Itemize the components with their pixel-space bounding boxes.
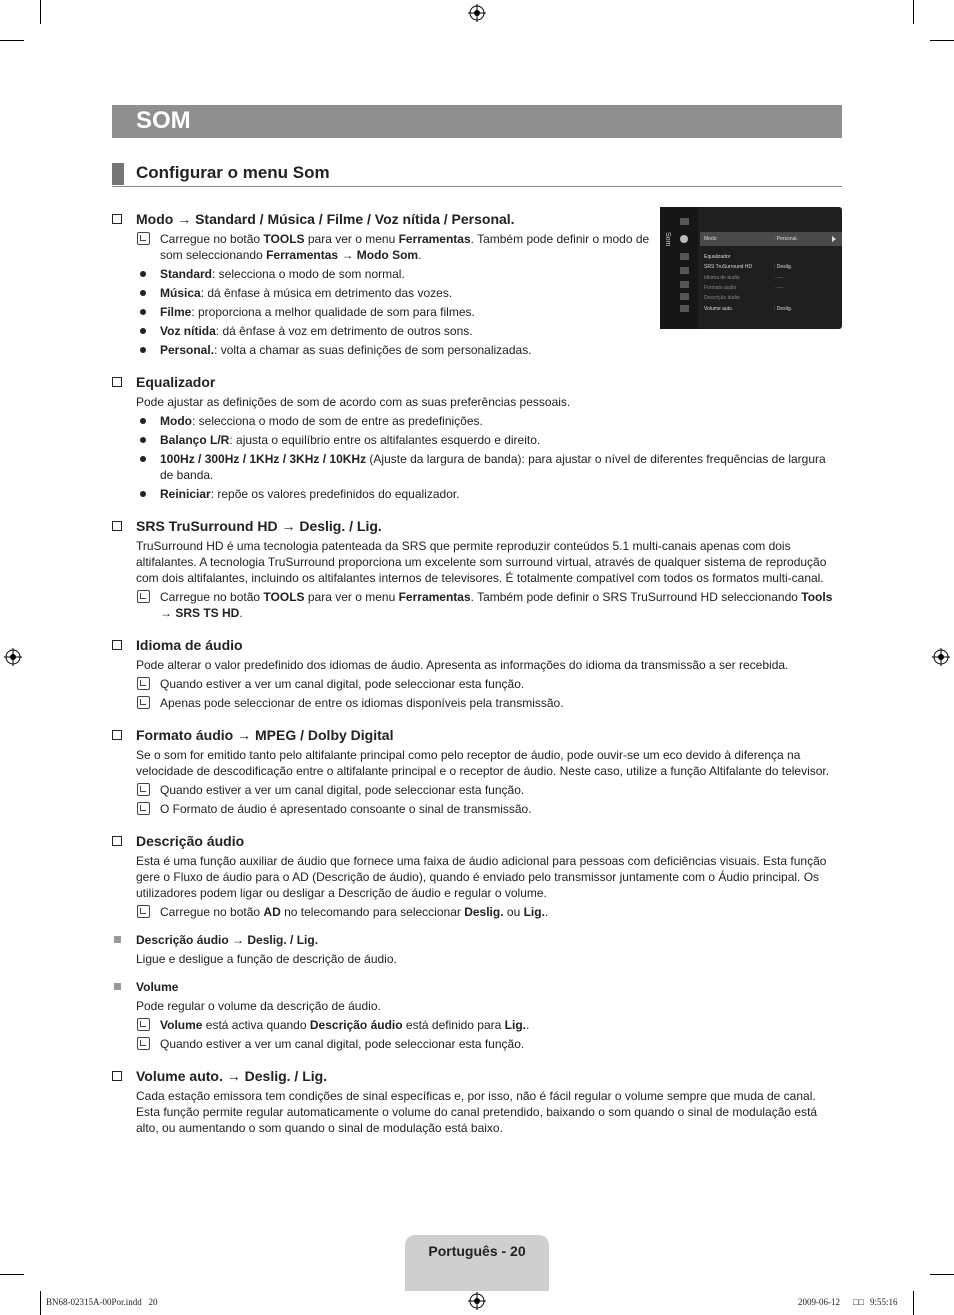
note-icon <box>137 802 150 815</box>
tools-icon <box>137 232 150 245</box>
heading-equalizador: Equalizador <box>112 374 842 390</box>
tv-menu-row-label: Equalizador <box>704 254 731 260</box>
checkbox-icon <box>112 377 122 387</box>
tv-menu-row-label: Modo <box>704 236 717 242</box>
registration-mark-icon <box>468 1292 486 1310</box>
tools-note: Carregue no botão TOOLS para ver o menu Ferramentas. Também pode definir o SRS TruSurround HD seleccionando Tools → SRS TS HD. <box>112 589 842 621</box>
crop-mark <box>930 40 954 41</box>
tv-menu-row-value: : Deslig. <box>774 306 793 312</box>
section-marker <box>112 163 124 185</box>
note: Volume está activa quando Descrição áudio está definido para Lig.. <box>112 1017 842 1033</box>
tv-menu-row-value: : Personal. <box>774 236 798 242</box>
paragraph: Cada estação emissora tem condições de sinal específicas e, por isso, não é fácil regular o volume sempre que muda de canal. Esta função permite regular automaticamente o volume do canal pretendido, baixando o som quando o sinal de modulação está alto, ou aumentando o som quando o sinal de modulação está baixo. <box>136 1089 818 1135</box>
checkbox-icon <box>112 730 122 740</box>
page-title: SOM <box>136 107 191 134</box>
square-bullet-icon <box>114 983 121 990</box>
paragraph: Esta é uma função auxiliar de áudio que fornece uma faixa de áudio adicional para pessoas com deficiências visuais. Esta função gere o Fluxo de áudio para o AD (Descrição de áudio), quando é enviado pelo transmissor juntamente com o Áudio principal. Os utilizadores podem ligar ou desligar a Descrição de áudio e regular o volume. <box>136 854 827 900</box>
list-item: Personal.: volta a chamar as suas definições de som personalizadas. <box>112 342 842 358</box>
list-item: Voz nítida: dá ênfase à voz em detrimento de outros sons. <box>112 323 842 339</box>
tv-menu-row-label: Volume auto. <box>704 306 734 312</box>
registration-mark-icon <box>932 648 950 666</box>
bullet-icon <box>140 491 146 497</box>
content <box>112 211 842 1139</box>
note-icon <box>137 1037 150 1050</box>
note: Quando estiver a ver um canal digital, pode seleccionar esta função. <box>112 676 842 692</box>
bullet-icon <box>140 347 146 353</box>
remote-note: Carregue no botão AD no telecomando para seleccionar Deslig. ou Lig.. <box>112 904 842 920</box>
tv-menu-row-label: Idioma de áudio <box>704 275 740 281</box>
bullet-icon <box>140 437 146 443</box>
page-title-bar <box>112 105 842 138</box>
crop-mark <box>40 0 41 24</box>
heading-modo: Modo → Standard / Música / Filme / Voz nítida / Personal. <box>112 211 842 227</box>
bullet-icon <box>140 418 146 424</box>
checkbox-icon <box>112 640 122 650</box>
bullet-icon <box>140 290 146 296</box>
registration-mark-icon <box>468 4 486 22</box>
crop-mark <box>930 1274 954 1275</box>
checkbox-icon <box>112 1071 122 1081</box>
bullet-icon <box>140 271 146 277</box>
heading-formato: Formato áudio → MPEG / Dolby Digital <box>112 727 842 743</box>
list-item: 100Hz / 300Hz / 1KHz / 3KHz / 10KHz (Ajuste da largura de banda): para ajustar o nível de diferentes frequências de largura de banda. <box>112 451 842 483</box>
subheading: Descrição áudio → Deslig. / Lig. <box>112 932 842 948</box>
crop-mark <box>0 40 24 41</box>
glyph-slug: □□ <box>853 1297 864 1307</box>
time-slug: 9:55:16 <box>870 1297 898 1307</box>
remote-icon <box>137 905 150 918</box>
heading-idioma: Idioma de áudio <box>112 637 842 653</box>
note-icon <box>137 783 150 796</box>
paragraph: Ligue e desligue a função de descrição de áudio. <box>136 952 397 966</box>
heading-volume-auto: Volume auto. → Deslig. / Lig. <box>112 1068 842 1084</box>
tv-menu-row-label: Formato áudio <box>704 285 737 291</box>
list-item: Standard: selecciona o modo de som normal. <box>112 266 842 282</box>
bullet-icon <box>140 328 146 334</box>
list-item: Balanço L/R: ajusta o equilíbrio entre os altifalantes esquerdo e direito. <box>112 432 842 448</box>
paragraph: Pode ajustar as definições de som de acordo com as suas preferências pessoais. <box>136 395 571 409</box>
section-divider <box>112 186 842 187</box>
paragraph: TruSurround HD é uma tecnologia patenteada da SRS que permite reproduzir conteúdos 5.1 multi-canais apenas com dois altifalantes. A tecnologia TruSurround proporciona um excelente som surround virtual, através de qualquer sistema de reprodução com dois altifalantes, incluindo os altifalantes internos de televisores. É totalmente compatível com todos os formatos multi-canal. <box>136 539 827 585</box>
page-number-tab <box>405 1235 549 1291</box>
list-item: Música: dá ênfase à música em detrimento das vozes. <box>112 285 842 301</box>
paragraph: Se o som for emitido tanto pelo altifalante principal como pelo receptor de áudio, pode ouvir-se um eco devido à diferença na velocidade de descodificação entre o altifalante principal e o receptor de áudio. Neste caso, utilize a função Altifalante do televisor. <box>136 748 830 778</box>
file-slug: BN68-02315A-00Por.indd 20 <box>46 1297 158 1307</box>
heading-descricao: Descrição áudio <box>112 833 842 849</box>
tv-menu-row-value: : ---- <box>774 275 784 281</box>
list-item: Reiniciar: repõe os valores predefinidos do equalizador. <box>112 486 842 502</box>
heading-srs: SRS TruSurround HD → Deslig. / Lig. <box>112 518 842 534</box>
paragraph: Pode regular o volume da descrição de áudio. <box>136 999 381 1013</box>
tv-menu-row-label: SRS TruSurround HD <box>704 264 753 270</box>
tv-menu-row-label: Descrição áudio <box>704 295 740 301</box>
registration-mark-icon <box>4 648 22 666</box>
date-slug: 2009-06-12 <box>798 1297 840 1307</box>
tv-menu-row-value: : Deslig. <box>774 264 793 270</box>
note-icon <box>137 1018 150 1031</box>
tv-menu-row-value: : ---- <box>774 285 784 291</box>
page-number: Português - 20 <box>428 1243 526 1259</box>
tv-menu-side-label: Som <box>664 232 671 247</box>
note-icon <box>137 696 150 709</box>
checkbox-icon <box>112 836 122 846</box>
bullet-icon <box>140 456 146 462</box>
list-item: Filme: proporciona a melhor qualidade de som para filmes. <box>112 304 842 320</box>
paragraph: Pode alterar o valor predefinido dos idiomas de áudio. Apresenta as informações do idioma da transmissão a ser recebida. <box>136 658 789 672</box>
checkbox-icon <box>112 521 122 531</box>
crop-mark <box>40 1291 41 1315</box>
note: Quando estiver a ver um canal digital, pode seleccionar esta função. <box>112 782 842 798</box>
note: Apenas pode seleccionar de entre os idiomas disponíveis pela transmissão. <box>112 695 842 711</box>
crop-mark <box>913 0 914 24</box>
note-icon <box>137 677 150 690</box>
checkbox-icon <box>112 214 122 224</box>
tools-note: Carregue no botão TOOLS para ver o menu Ferramentas. Também pode definir o modo de som seleccionando Ferramentas → Modo Som. <box>112 231 660 263</box>
list-item: Modo: selecciona o modo de som de entre as predefinições. <box>112 413 842 429</box>
crop-mark <box>0 1274 24 1275</box>
crop-mark <box>913 1291 914 1315</box>
bullet-icon <box>140 309 146 315</box>
square-bullet-icon <box>114 936 121 943</box>
tools-icon <box>137 590 150 603</box>
note: O Formato de áudio é apresentado consoante o sinal de transmissão. <box>112 801 842 817</box>
subheading: Volume <box>112 979 842 995</box>
section-title: Configurar o menu Som <box>136 163 330 182</box>
note: Quando estiver a ver um canal digital, pode seleccionar esta função. <box>112 1036 842 1052</box>
